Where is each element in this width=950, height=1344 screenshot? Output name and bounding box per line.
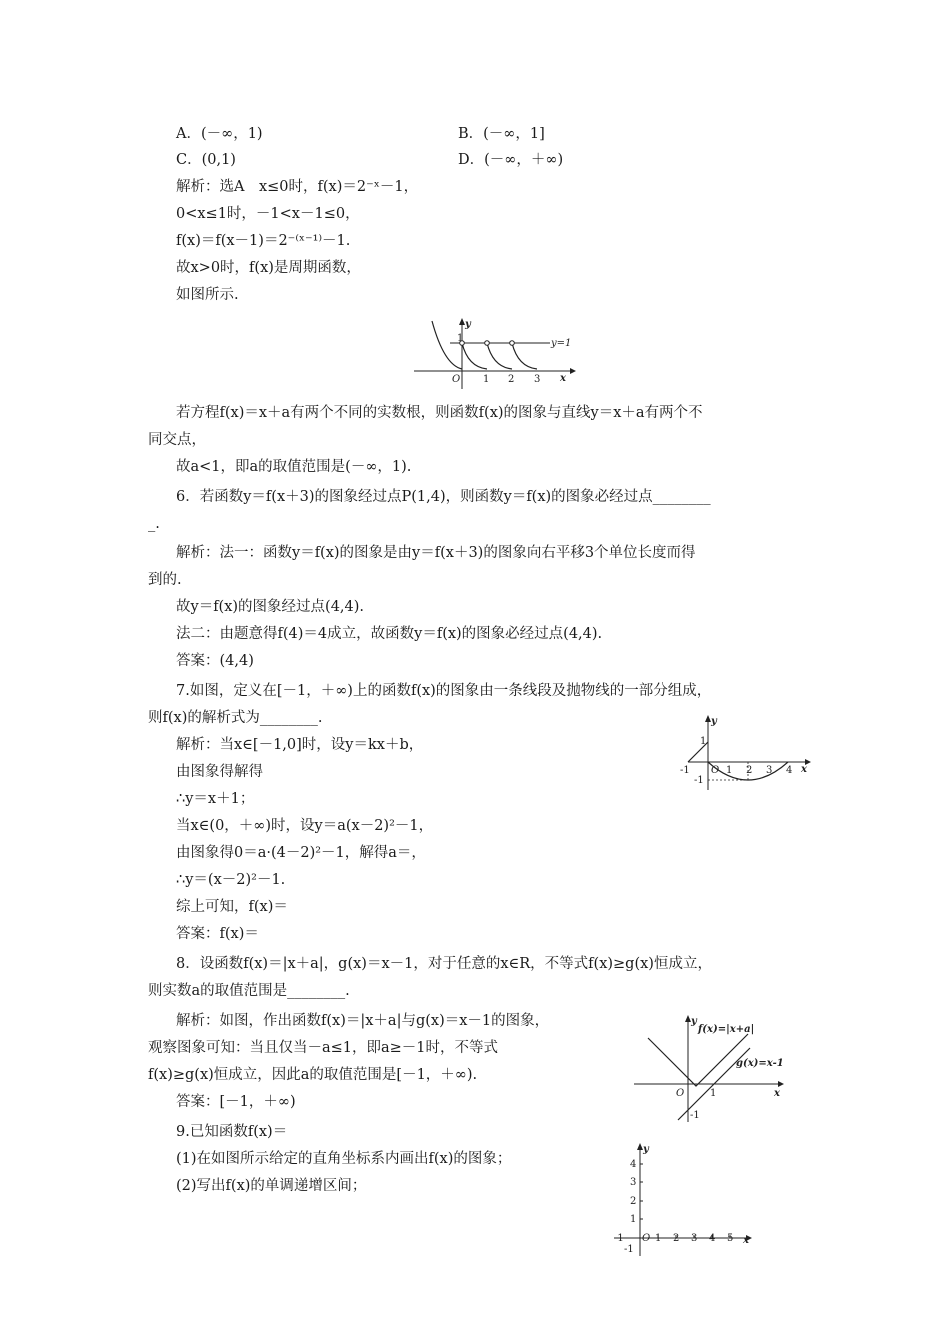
text-line: 故y＝f(x)的图象经过点(4,4). — [176, 599, 365, 615]
tick-label: 1 — [457, 333, 464, 344]
label-g: g(x)=x-1 — [736, 1058, 784, 1069]
figure-segment-parabola — [660, 712, 815, 792]
axis-label-x: x — [774, 1088, 780, 1099]
tick-label: 2 — [630, 1196, 637, 1207]
origin-label: O — [711, 765, 720, 776]
text-line: ∴y＝(x－2)²－1. — [176, 872, 286, 888]
text-line: _. — [148, 516, 160, 532]
axis-label-y: y — [691, 1016, 697, 1027]
tick-label: -1 — [694, 775, 704, 786]
tick-label: 1 — [700, 736, 707, 747]
tick-label: 1 — [710, 1088, 717, 1099]
axis-label-y: y — [643, 1144, 649, 1155]
text-line: (2)写出f(x)的单调递增区间； — [176, 1178, 367, 1194]
tick-label: -1 — [690, 1110, 700, 1121]
tick-label: 3 — [630, 1177, 637, 1188]
tick-label: 2 — [508, 374, 515, 385]
answer-7: 答案：f(x)＝ — [176, 926, 259, 942]
figure-abs-and-line — [630, 1012, 800, 1130]
text-line: 解析：选A x≤0时，f(x)＝2⁻ˣ－1， — [176, 179, 419, 195]
text-line: 解析：当x∈[－1,0]时，设y＝kx＋b， — [176, 737, 424, 753]
option-a: A．(－∞，1) — [176, 126, 263, 142]
label-f: f(x)=|x+a| — [698, 1024, 755, 1035]
tick-label: 4 — [630, 1159, 637, 1170]
tick-label: -1 — [614, 1233, 624, 1244]
text-line: 则f(x)的解析式为________. — [148, 710, 323, 726]
line-label: y=1 — [551, 338, 572, 349]
option-b: B．(－∞，1] — [458, 126, 545, 142]
tick-label: 2 — [673, 1233, 680, 1244]
question-6: 6．若函数y＝f(x＋3)的图象经过点P(1,4)，则函数y＝f(x)的图象必经过点________ — [176, 489, 711, 505]
tick-label: 5 — [727, 1233, 734, 1244]
option-d: D．(－∞，＋∞) — [458, 152, 564, 168]
tick-label: 1 — [655, 1233, 662, 1244]
figure-blank-axes — [606, 1140, 766, 1260]
tick-label: 2 — [746, 765, 753, 776]
text-line: 故a<1，即a的取值范围是(－∞，1). — [176, 459, 412, 475]
origin-label: O — [676, 1088, 685, 1099]
axis-label-x: x — [801, 764, 807, 775]
text-line: 若方程f(x)＝x＋a有两个不同的实数根，则函数f(x)的图象与直线y＝x＋a有两个不 — [176, 405, 703, 421]
text-line: f(x)≥g(x)恒成立，因此a的取值范围是[－1，＋∞). — [148, 1067, 478, 1083]
axis-label-x: x — [743, 1235, 749, 1246]
axis-label-y: y — [711, 716, 717, 727]
origin-label: O — [642, 1233, 651, 1244]
question-8: 8．设函数f(x)＝|x＋a|，g(x)＝x－1，对于任意的x∈R，不等式f(x)≥g(x)恒成立， — [176, 956, 712, 972]
text-line: (1)在如图所示给定的直角坐标系内画出f(x)的图象； — [176, 1151, 512, 1167]
text-line: 0<x≤1时，－1<x－1≤0， — [176, 206, 360, 222]
text-line: 法二：由题意得f(4)＝4成立，故函数y＝f(x)的图象必经过点(4,4). — [176, 626, 603, 642]
tick-label: 4 — [786, 765, 793, 776]
text-line: f(x)＝f(x－1)＝2⁻⁽ˣ⁻¹⁾－1. — [176, 233, 351, 249]
tick-label: 4 — [709, 1233, 716, 1244]
text-line: 则实数a的取值范围是________. — [148, 983, 350, 999]
text-line: 如图所示. — [176, 287, 239, 303]
text-line: 观察图象可知：当且仅当－a≤1，即a≥－1时，不等式 — [148, 1040, 499, 1056]
tick-label: 3 — [691, 1233, 698, 1244]
axis-label-y: y — [465, 319, 471, 330]
figure-periodic-graph — [410, 315, 580, 395]
text-line: 由图象得解得 — [176, 764, 263, 780]
tick-label: -1 — [680, 765, 690, 776]
question-9: 9.已知函数f(x)＝ — [176, 1124, 288, 1140]
text-line: 到的. — [148, 572, 182, 588]
origin-label: O — [452, 374, 461, 385]
tick-label: 1 — [630, 1214, 637, 1225]
option-c: C．(0,1) — [176, 152, 236, 168]
tick-label: -1 — [624, 1244, 634, 1255]
tick-label: 1 — [483, 374, 490, 385]
text-line: 当x∈(0，＋∞)时，设y＝a(x－2)²－1， — [176, 818, 434, 834]
text-line: 解析：法一：函数y＝f(x)的图象是由y＝f(x＋3)的图象向右平移3个单位长度而得 — [176, 545, 696, 561]
tick-label: 1 — [726, 765, 733, 776]
text-line: 综上可知，f(x)＝ — [176, 899, 288, 915]
text-line: 故x>0时，f(x)是周期函数， — [176, 260, 361, 276]
answer-6: 答案：(4,4) — [176, 653, 254, 669]
text-line: 由图象得0＝a·(4－2)²－1，解得a＝， — [176, 845, 426, 861]
question-7: 7.如图，定义在[－1，＋∞)上的函数f(x)的图象由一条线段及抛物线的一部分组成， — [176, 683, 712, 699]
tick-label: 3 — [766, 765, 773, 776]
tick-label: 3 — [534, 374, 541, 385]
text-line: 同交点， — [148, 432, 206, 448]
text-line: 解析：如图，作出函数f(x)＝|x＋a|与g(x)＝x－1的图象， — [176, 1013, 550, 1029]
answer-8: 答案：[－1，＋∞) — [176, 1094, 296, 1110]
text-line: ∴y＝x＋1； — [176, 791, 255, 807]
axis-label-x: x — [560, 373, 566, 384]
